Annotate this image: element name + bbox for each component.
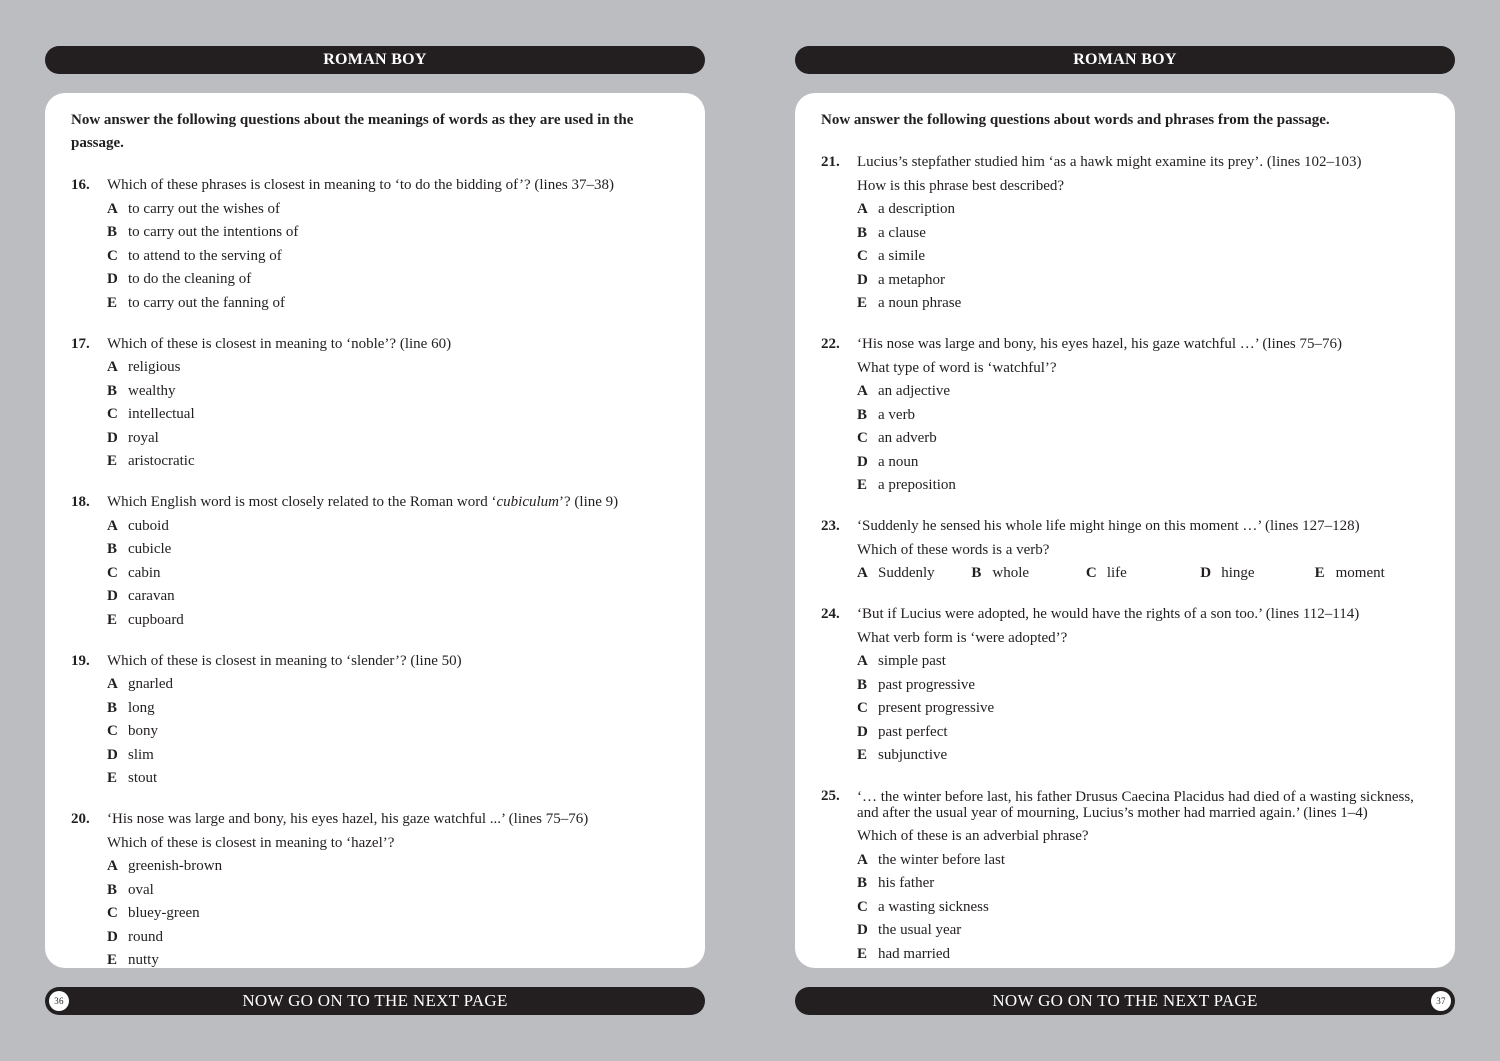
answer-option[interactable] [857,198,1429,222]
option-letter: B [971,565,982,581]
option-letter: D [857,271,868,288]
option-text: the winter before last [878,851,1006,868]
option-text: cupboard [128,611,184,628]
answer-option[interactable] [857,562,971,586]
answer-option[interactable] [107,879,679,903]
answer-option[interactable] [857,697,1429,721]
options-list [857,650,1429,768]
option-letter: A [857,383,868,399]
option-letter: E [857,945,868,962]
option-letter: C [857,430,868,446]
answer-option[interactable] [857,245,1429,269]
footer-bar-right [795,987,1455,1015]
answer-option[interactable] [107,673,679,697]
answer-option[interactable] [107,609,679,633]
option-text: Suddenly [878,565,935,581]
option-text: greenish-brown [128,858,223,874]
option-letter: B [857,676,868,693]
option-letter: D [107,746,118,763]
option-text: intellectual [128,406,195,422]
option-letter: A [107,200,118,217]
question-number: 17. [71,335,90,352]
option-letter: A [857,653,868,669]
question-card-right [795,93,1455,968]
option-text: a verb [878,406,916,423]
answer-option[interactable] [1086,562,1200,586]
question-stem: ‘His nose was large and bony, his eyes hazel, his gaze watchful …’ (lines 75–76) [857,336,1343,352]
option-letter: E [1314,565,1325,581]
question-stem: Which of these phrases is closest in meaning to ‘to do the bidding of’? (lines 37–38) [107,177,614,193]
option-letter: A [857,565,868,581]
question-number: 22. [821,336,840,352]
answer-option[interactable] [857,674,1429,698]
option-letter: E [857,295,868,311]
question [821,603,1429,768]
question-prompt: How is this phrase best described? [857,177,1065,194]
answer-option[interactable] [857,292,1429,316]
option-letter: B [857,875,868,891]
option-letter: B [107,224,118,240]
option-text: gnarled [128,676,173,692]
option-text: cuboid [128,517,169,534]
option-text: round [128,928,163,945]
option-text: slim [128,746,154,763]
question-prompt: What type of word is ‘watchful’? [857,359,1057,376]
question-number: 23. [821,518,840,534]
option-text: a preposition [878,477,956,493]
option-text: his father [878,875,935,891]
question [821,785,1429,966]
answer-option[interactable] [857,721,1429,745]
option-text: whole [992,565,1030,581]
option-text: simple past [878,653,946,669]
answer-option[interactable] [107,380,679,404]
footer-text: NOW GO ON TO THE NEXT PAGE [242,991,508,1010]
answer-option[interactable] [971,562,1085,586]
answer-option[interactable] [1315,562,1429,586]
answer-option[interactable] [857,222,1429,246]
question-card-left [45,93,705,968]
question [71,174,679,315]
option-text: to carry out the intentions of [128,224,299,240]
footer-bar-left [45,987,705,1015]
answer-option[interactable] [107,450,679,474]
answer-option[interactable] [857,943,1429,967]
question [71,333,679,474]
option-letter: E [107,952,118,968]
option-text: an adjective [878,383,951,399]
option-letter: D [107,271,118,287]
options-list [107,356,679,474]
answer-option[interactable] [107,403,679,427]
question-number: 18. [71,494,90,510]
question [821,151,1429,316]
answer-option[interactable] [107,855,679,879]
option-text: a simile [878,248,926,264]
options-list [857,849,1429,967]
option-letter: A [107,858,118,874]
option-letter: B [107,699,118,716]
question-stem: Which of these is closest in meaning to ‘noble’? (line 60) [107,335,452,352]
option-text: to carry out the wishes of [128,200,281,217]
question [71,491,679,632]
answer-option[interactable] [107,268,679,292]
option-text: cubicle [128,541,172,557]
option-text: bony [128,723,158,739]
option-letter: C [857,700,868,716]
option-letter: D [857,453,868,470]
answer-option[interactable] [857,404,1429,428]
question-prompt: Which of these is closest in meaning to ‘hazel’? [107,834,395,851]
option-letter: D [107,429,118,446]
question-stem: ‘But if Lucius were adopted, he would have the rights of a son too.’ (lines 112–114) [857,606,1360,622]
option-letter: C [857,898,868,915]
option-text: subjunctive [878,747,948,763]
option-text: hinge [1221,565,1255,581]
option-letter: D [1200,565,1212,581]
options-list [857,198,1429,316]
answer-option[interactable] [107,767,679,791]
option-letter: B [107,881,118,898]
question-prompt: Which of these words is a verb? [857,541,1050,558]
option-text: to attend to the serving of [128,247,282,264]
option-text: stout [128,770,158,786]
answer-option[interactable] [107,221,679,245]
option-letter: E [857,477,868,493]
option-text: long [128,699,155,716]
question [71,808,679,973]
header-bar-right [795,46,1455,74]
option-text: aristocratic [128,453,195,469]
option-text: a clause [878,224,926,241]
answer-option[interactable] [107,562,679,586]
option-text: present progressive [878,700,995,716]
answer-option[interactable] [107,198,679,222]
option-letter: C [107,247,118,264]
option-letter: E [107,453,118,469]
page-number: 37 [1431,991,1451,1011]
footer-text: NOW GO ON TO THE NEXT PAGE [992,991,1258,1010]
answer-option[interactable] [107,720,679,744]
answer-option[interactable] [107,427,679,451]
option-letter: C [1085,565,1097,581]
option-letter: D [857,723,868,740]
question [821,515,1429,586]
question-prompt: Which of these is an adverbial phrase? [857,828,1089,844]
answer-option[interactable] [107,697,679,721]
answer-option[interactable] [857,269,1429,293]
option-letter: A [857,201,868,217]
question-number: 21. [821,154,840,170]
option-text: life [1106,565,1127,581]
options-list [107,198,679,316]
answer-option[interactable] [107,949,679,973]
option-letter: B [107,382,118,399]
answer-option[interactable] [857,427,1429,451]
option-letter: C [107,905,118,921]
option-text: bluey-green [128,905,200,921]
header-bar-left [45,46,705,74]
stem-text: Which English word is most closely related to the Roman word ‘ [107,494,497,510]
option-text: past perfect [878,723,948,740]
question-stem: Lucius’s stepfather studied him ‘as a hawk might examine its prey’. (lines 102–103) [857,154,1362,170]
option-text: royal [128,429,159,446]
stem-emphasis: cubiculum [496,494,559,510]
options-list [107,515,679,633]
answer-option[interactable] [107,292,679,316]
option-letter: A [107,359,118,375]
option-letter: E [857,747,868,763]
options-list [857,562,1429,586]
options-list [107,855,679,973]
answer-option[interactable] [857,919,1429,943]
answer-option[interactable] [107,245,679,269]
header-title: ROMAN BOY [323,51,427,68]
answer-option[interactable] [857,744,1429,768]
question-number: 25. [821,788,840,804]
option-letter: B [107,541,118,557]
option-text: wealthy [128,382,176,399]
option-text: past progressive [878,676,976,693]
option-text: nutty [128,952,159,968]
answer-option[interactable] [857,474,1429,498]
option-text: had married [878,945,951,962]
question-number: 16. [71,177,90,193]
option-text: caravan [128,588,175,604]
option-letter: B [857,406,868,423]
answer-option[interactable] [107,356,679,380]
question-number: 24. [821,606,840,622]
answer-option[interactable] [857,451,1429,475]
option-text: oval [128,881,154,898]
answer-option[interactable] [857,380,1429,404]
question-number: 19. [71,652,90,669]
option-text: a wasting sickness [878,898,989,915]
option-text: a description [878,201,956,217]
question [71,650,679,791]
question-prompt: What verb form is ‘were adopted’? [857,629,1068,646]
question-number: 20. [71,811,90,827]
page-number: 36 [49,991,69,1011]
question-stem: Which of these is closest in meaning to ‘slender’? (line 50) [107,652,462,669]
option-letter: E [107,294,118,311]
answer-option[interactable] [107,585,679,609]
option-letter: A [107,517,118,534]
option-letter: A [857,851,868,868]
option-letter: A [107,676,118,692]
option-text: moment [1335,565,1385,581]
option-letter: D [857,922,868,938]
option-letter: C [107,723,118,739]
answer-option[interactable] [857,872,1429,896]
instructions: Now answer the following questions about words and phrases from the passage. [821,112,1330,128]
options-list [857,380,1429,498]
options-list [107,673,679,791]
question-stem [107,491,679,515]
answer-option[interactable] [107,515,679,539]
option-letter: C [107,564,118,581]
option-letter: C [107,406,118,422]
answer-option[interactable] [857,849,1429,873]
option-letter: D [107,588,118,604]
option-text: a metaphor [878,271,946,288]
answer-option[interactable] [857,896,1429,920]
option-text: religious [128,359,181,375]
option-text: to carry out the fanning of [128,294,286,311]
question-stem: ‘… the winter before last, his father Drusus Caecina Placidus had died of a wasting sickness, and after the usual year of mourning, Lucius’s mother had married again.’ (lines 1–4) [857,789,1414,821]
stem-text: ’? (line 9) [559,494,619,510]
option-letter: E [107,770,118,786]
answer-option[interactable] [107,902,679,926]
answer-option[interactable] [1200,562,1314,586]
option-text: cabin [128,564,161,581]
answer-option[interactable] [107,744,679,768]
option-letter: E [107,611,118,628]
option-letter: B [857,224,868,241]
question [821,333,1429,498]
question-stem: ‘His nose was large and bony, his eyes hazel, his gaze watchful ...’ (lines 75–76) [107,811,589,827]
answer-option[interactable] [857,650,1429,674]
option-letter: D [107,928,118,945]
option-text: to do the cleaning of [128,271,252,287]
option-text: a noun [878,453,919,470]
question-stem: ‘Suddenly he sensed his whole life might hinge on this moment …’ (lines 127–128) [857,518,1360,534]
answer-option[interactable] [107,926,679,950]
option-text: an adverb [878,430,937,446]
option-letter: C [857,248,868,264]
option-text: the usual year [878,922,962,938]
answer-option[interactable] [107,538,679,562]
header-title: ROMAN BOY [1073,51,1177,68]
option-text: a noun phrase [878,295,962,311]
instructions: Now answer the following questions about the meanings of words as they are used in the passage. [71,112,634,151]
